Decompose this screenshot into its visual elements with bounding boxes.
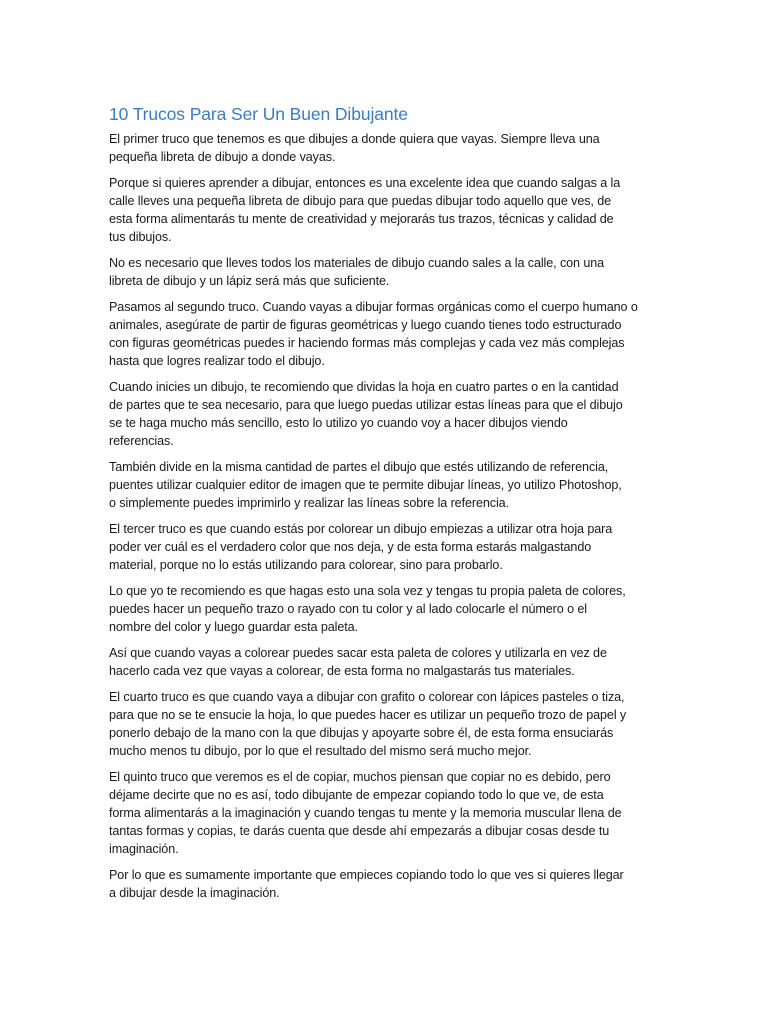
- paragraph-6: También divide en la misma cantidad de partes el dibujo que estés utilizando de referencia, puentes utilizar cualquier editor de imagen que te permite dibujar líneas, yo utilizo Photoshop, o simplemente puedes imprimirlo y realizar las líneas sobre la referencia.: [109, 460, 622, 510]
- paragraph-2: Porque si quieres aprender a dibujar, entonces es una excelente idea que cuando salgas a la calle lleves una pequeña libreta de dibujo para que puedas dibujar todo aquello que ves, de esta forma alimentarás tu mente de creatividad y mejorarás tus trazos, técnicas y calidad de tus dibujos.: [109, 176, 621, 244]
- paragraph-11: El quinto truco que veremos es el de copiar, muchos piensan que copiar no es debido, pero déjame decirte que no es así, todo dibujante de empezar copiando todo lo que ve, de esta forma alimentarás a la imaginación y cuando tengas tu mente y la memoria muscular llena de tantas formas y copias, te darás cuenta que desde ahí empezarás a dibujar cosas desde tu imaginación.: [109, 770, 622, 856]
- document-body: [109, 103, 660, 910]
- paragraph-9: Así que cuando vayas a colorear puedes sacar esta paleta de colores y utilizarla en vez de hacerlo cada vez que vayas a colorear, de esta forma no malgastarás tus materiales.: [109, 646, 607, 678]
- paragraph-12: Por lo que es sumamente importante que empieces copiando todo lo que ves si quieres llegar a dibujar desde la imaginación.: [109, 868, 624, 900]
- paragraph-4: Pasamos al segundo truco. Cuando vayas a dibujar formas orgánicas como el cuerpo humano o animales, asegúrate de partir de figuras geométricas y luego cuando tienes todo estructurado con figuras geométricas puedes ir haciendo formas más complejas y cada vez más complejas hasta que logres realizar todo el dibujo.: [109, 300, 638, 368]
- paragraph-5: Cuando inicies un dibujo, te recomiendo que dividas la hoja en cuatro partes o en la cantidad de partes que te sea necesario, para que luego puedas utilizar estas líneas para que el dibujo se te haga mucho más sencillo, esto lo utilizo yo cuando voy a hacer dibujos viendo referencias.: [109, 380, 623, 448]
- paragraph-7: El tercer truco es que cuando estás por colorear un dibujo empiezas a utilizar otra hoja para poder ver cuál es el verdadero color que nos deja, y de esta forma estarás malgastando material, porque no lo estás utilizando para colorear, sino para probarlo.: [109, 522, 613, 572]
- paragraph-8: Lo que yo te recomiendo es que hagas esto una sola vez y tengas tu propia paleta de colores, puedes hacer un pequeño trazo o rayado con tu color y al lado colocarle el número o el nombre del color y luego guardar esta paleta.: [109, 584, 626, 634]
- paragraph-10: El cuarto truco es que cuando vaya a dibujar con grafito o colorear con lápices pasteles o tiza, para que no se te ensucie la hoja, lo que puedes hacer es utilizar un pequeño trozo de papel y ponerlo debajo de la mano con la que dibujas y apoyarte sobre él, de esta forma ensuciarás mucho menos tu dibujo, por lo que el resultado del mismo será mucho mejor.: [109, 690, 627, 758]
- paragraph-3: No es necesario que lleves todos los materiales de dibujo cuando sales a la calle, con una libreta de dibujo y un lápiz será más que suficiente.: [109, 256, 605, 288]
- document-title: 10 Trucos Para Ser Un Buen Dibujante: [109, 104, 408, 124]
- paragraph-1: El primer truco que tenemos es que dibujes a donde quiera que vayas. Siempre lleva una pequeña libreta de dibujo a donde vayas.: [109, 132, 600, 164]
